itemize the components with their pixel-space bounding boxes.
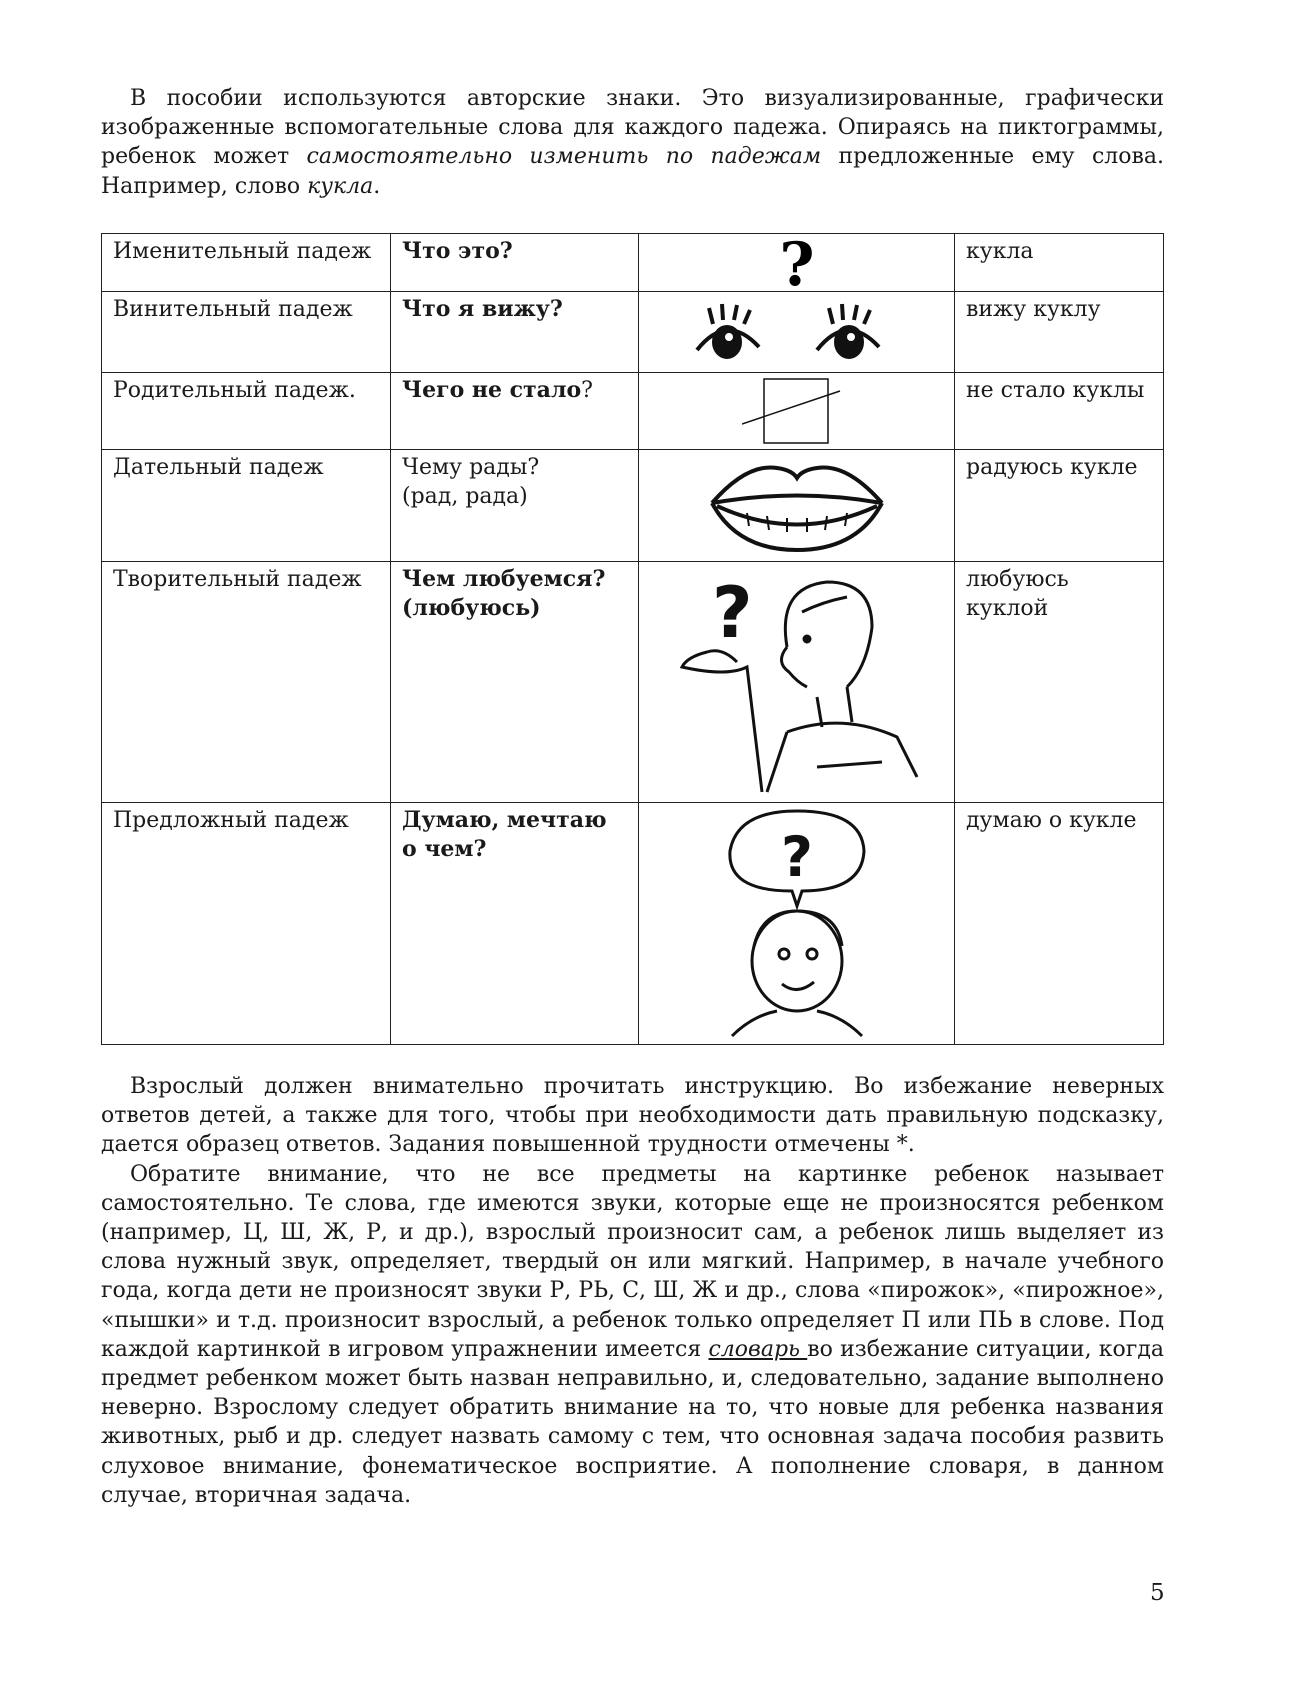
smile-lips-icon (639, 450, 955, 562)
case-example: кукла (955, 234, 1164, 292)
question-mark-icon (639, 234, 955, 292)
intro-italic: кукла (307, 173, 374, 199)
case-question (391, 373, 639, 450)
dictionary-term: словарь (708, 1336, 808, 1362)
case-example: не стало куклы (955, 373, 1164, 450)
table-row (102, 562, 1164, 803)
case-name: Предложный падеж (102, 803, 391, 1045)
case-question: Что я вижу? (391, 292, 639, 373)
boy-thinking-icon (639, 803, 955, 1045)
intro-text: В пособии используются авторские знаки. Это визуализированные, графически изображенные вспомогательные слова для каждого падежа. Опираясь на пиктограммы, ребенок может (101, 86, 1164, 170)
question-mark: ? (581, 378, 593, 403)
table-row (102, 803, 1164, 1045)
table-row (102, 450, 1164, 562)
case-name: Дательный падеж (102, 450, 391, 562)
question-extra: о чем? (402, 836, 487, 862)
case-example: любуюсь куклой (955, 562, 1164, 803)
question-extra: (любуюсь) (402, 595, 541, 621)
intro-text: предложенные ему слова. Например, слово (101, 144, 1164, 199)
svg-text:?: ? (780, 825, 813, 889)
question-text: Чему рады? (402, 455, 540, 480)
case-name: Творительный падеж (102, 562, 391, 803)
crossed-square-icon (639, 373, 955, 450)
table-row (102, 292, 1164, 373)
question-extra: (рад, рада) (402, 484, 528, 509)
body-paragraph: Взрослый должен внимательно прочитать инструкцию. Во избежание неверных ответов детей, а также для того, чтобы при необходимости дать правильную подсказку, дается образец ответов. Задания повышенной трудности отмечены *. (101, 1074, 1164, 1158)
intro-italic: самостоятельно изменить по падежам (306, 144, 822, 170)
question-text: Думаю, мечтаю (402, 807, 607, 833)
boy-admiring-icon (639, 562, 955, 803)
svg-text:?: ? (711, 572, 753, 654)
case-question: Что это? (391, 234, 639, 292)
case-name: Винительный падеж (102, 292, 391, 373)
case-question (391, 803, 639, 1045)
case-name: Родительный падеж. (102, 373, 391, 450)
case-question (391, 450, 639, 562)
body-text-part: Обратите внимание, что не все предметы на картинке ребенок называет самостоятельно. Те слова, где имеются звуки, которые еще не произносятся ребенком (например, Ц, Ш, Ж, Р, и др.), взрослый произносит сам, а ребенок лишь выделяет из слова нужный звук, определяет, твердый он или мягкий. Например, в начале учебного года, когда дети не произносят звуки Р, РЬ, С, Ш, Ж и др., слова «пирожок», «пирожное», «пышки» и т.д. произносит взрослый, а ребенок только определяет П или ПЬ в слове. Под каждой картинкой в игровом упражнении имеется (101, 1161, 1164, 1362)
body-text (101, 1072, 1164, 1510)
intro-text: . (373, 173, 381, 199)
question-text: Чем любуемся? (402, 566, 606, 592)
case-example: думаю о кукле (955, 803, 1164, 1045)
page-number: 5 (1150, 1580, 1165, 1606)
case-question (391, 562, 639, 803)
table-row (102, 373, 1164, 450)
body-paragraph (101, 1160, 1164, 1510)
question-bold: Чего не стало (402, 377, 582, 403)
case-example: радуюсь кукле (955, 450, 1164, 562)
table-row (102, 234, 1164, 292)
svg-text:?: ? (778, 234, 815, 291)
cases-table (101, 233, 1164, 1045)
case-name: Именительный падеж (102, 234, 391, 292)
intro-paragraph (101, 84, 1164, 201)
case-example: вижу куклу (955, 292, 1164, 373)
eyes-icon (639, 292, 955, 373)
body-text-part: во избежание ситуации, когда предмет ребенком может быть назван неправильно, и, следовательно, задание выполнено неверно. Взрослому следует обратить внимание на то, что новые для ребенка названия животных, рыб и др. следует назвать самому с тем, что основная задача пособия развить слуховое внимание, фонематическое восприятие. А пополнение словаря, в данном случае, вторичная задача. (101, 1336, 1164, 1508)
